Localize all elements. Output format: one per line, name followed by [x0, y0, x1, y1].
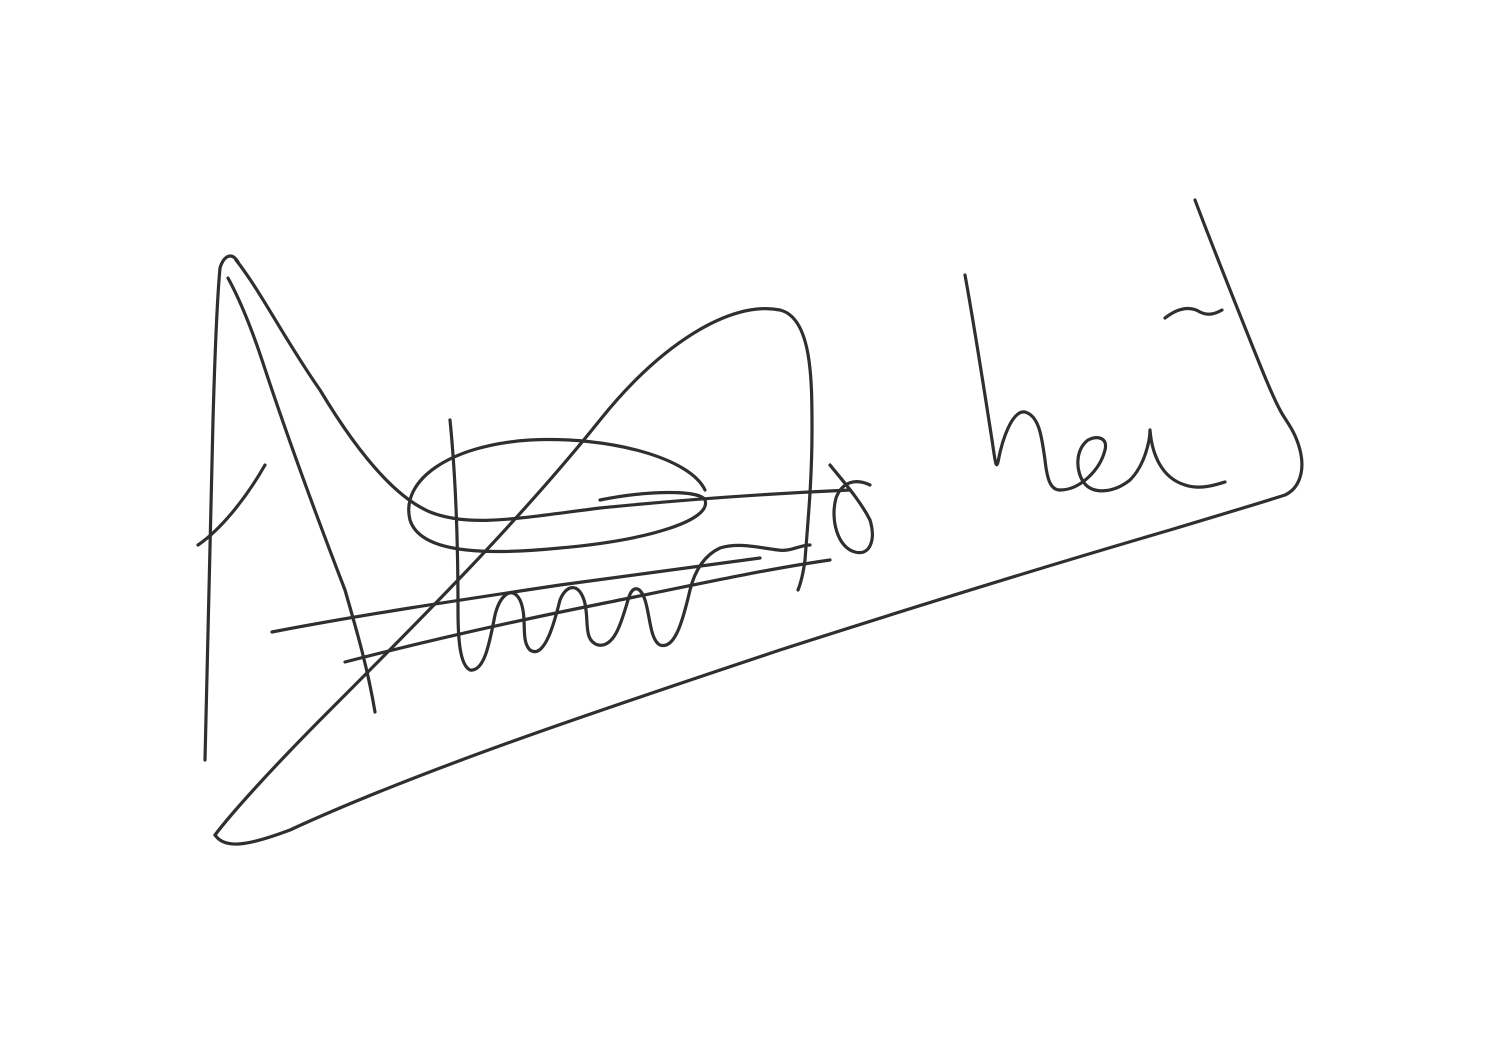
signature-stroke-left-crossbar	[198, 465, 265, 545]
signature-stroke-diagonal-arch	[215, 309, 812, 835]
signature-stroke-letter-h	[965, 275, 1060, 490]
signature-stroke-baseline	[215, 410, 1302, 844]
signature-stroke-letter-e	[1060, 430, 1225, 491]
signature-stroke-letter-b	[830, 465, 872, 553]
signature-stroke-peak-descender	[228, 278, 375, 712]
signature-stroke-tilde	[1165, 309, 1222, 318]
signature-stroke-letters-mid	[450, 420, 810, 670]
signature-stroke-initial-left	[205, 256, 238, 760]
signature-stroke-sweep	[236, 260, 850, 520]
signature-stroke-right-tall	[1195, 200, 1280, 410]
